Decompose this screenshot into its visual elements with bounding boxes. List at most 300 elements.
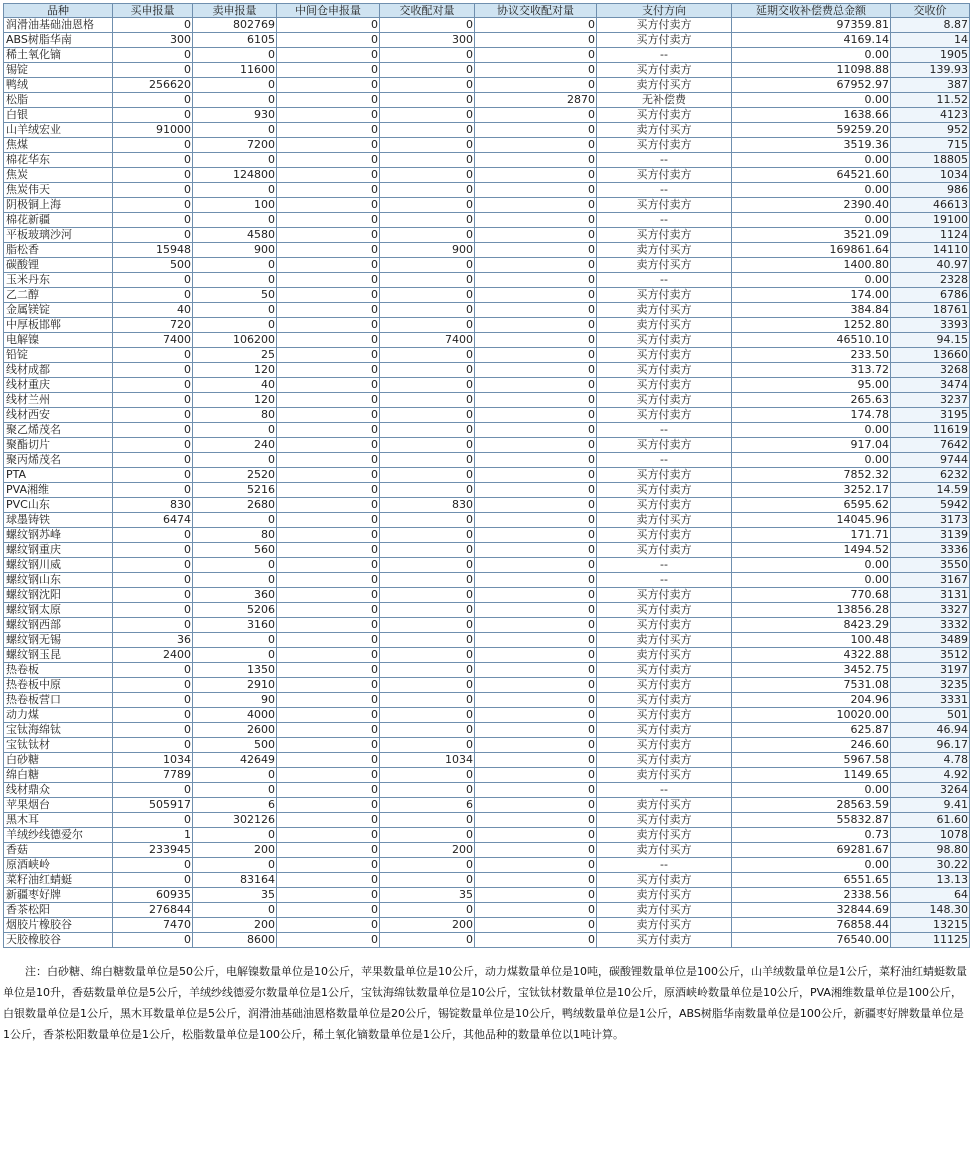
cell-sell-qty: 4000 <box>193 708 277 723</box>
cell-fee-total: 7852.32 <box>732 468 891 483</box>
cell-agreement-qty: 0 <box>475 918 597 933</box>
cell-fee-total: 7531.08 <box>732 678 891 693</box>
cell-pay-direction: 买方付卖方 <box>597 138 732 153</box>
cell-match-qty: 0 <box>380 513 475 528</box>
cell-mid-qty: 0 <box>277 48 380 63</box>
cell-sell-qty: 0 <box>193 573 277 588</box>
cell-agreement-qty: 0 <box>475 48 597 63</box>
cell-sell-qty: 3160 <box>193 618 277 633</box>
cell-pay-direction: 卖方付买方 <box>597 633 732 648</box>
cell-fee-total: 6551.65 <box>732 873 891 888</box>
cell-mid-qty: 0 <box>277 363 380 378</box>
cell-mid-qty: 0 <box>277 888 380 903</box>
cell-agreement-qty: 0 <box>475 888 597 903</box>
cell-buy-qty: 0 <box>113 858 193 873</box>
cell-match-qty: 6 <box>380 798 475 813</box>
cell-pay-direction: 买方付卖方 <box>597 873 732 888</box>
cell-pay-direction: 卖方付买方 <box>597 648 732 663</box>
cell-pay-direction: 无补偿费 <box>597 93 732 108</box>
cell-delivery-price: 1034 <box>891 168 970 183</box>
table-row <box>4 693 970 708</box>
cell-pay-direction: 买方付卖方 <box>597 108 732 123</box>
cell-sell-qty: 1350 <box>193 663 277 678</box>
cell-delivery-price: 40.97 <box>891 258 970 273</box>
cell-pay-direction: -- <box>597 783 732 798</box>
cell-match-qty: 1034 <box>380 753 475 768</box>
cell-buy-qty: 0 <box>113 693 193 708</box>
cell-buy-qty: 0 <box>113 468 193 483</box>
cell-mid-qty: 0 <box>277 423 380 438</box>
cell-buy-qty: 0 <box>113 453 193 468</box>
cell-buy-qty: 0 <box>113 588 193 603</box>
cell-delivery-price: 6786 <box>891 288 970 303</box>
table-row <box>4 678 970 693</box>
cell-sell-qty: 40 <box>193 378 277 393</box>
cell-sell-qty: 2680 <box>193 498 277 513</box>
cell-buy-qty: 0 <box>113 393 193 408</box>
cell-pay-direction: 买方付卖方 <box>597 333 732 348</box>
cell-fee-total: 0.00 <box>732 858 891 873</box>
cell-mid-qty: 0 <box>277 783 380 798</box>
table-row <box>4 933 970 948</box>
table-row <box>4 213 970 228</box>
table-row <box>4 198 970 213</box>
cell-sell-qty: 42649 <box>193 753 277 768</box>
cell-delivery-price: 3167 <box>891 573 970 588</box>
table-row <box>4 543 970 558</box>
cell-pay-direction: 买方付卖方 <box>597 33 732 48</box>
cell-product-name: 聚丙烯茂名 <box>4 453 113 468</box>
cell-match-qty: 0 <box>380 933 475 948</box>
cell-fee-total: 69281.67 <box>732 843 891 858</box>
cell-mid-qty: 0 <box>277 258 380 273</box>
table-row <box>4 468 970 483</box>
table-row <box>4 708 970 723</box>
cell-agreement-qty: 0 <box>475 648 597 663</box>
cell-delivery-price: 2328 <box>891 273 970 288</box>
cell-product-name: 焦炭 <box>4 168 113 183</box>
cell-match-qty: 900 <box>380 243 475 258</box>
cell-mid-qty: 0 <box>277 603 380 618</box>
cell-sell-qty: 6 <box>193 798 277 813</box>
cell-pay-direction: 卖方付买方 <box>597 258 732 273</box>
cell-product-name: 白银 <box>4 108 113 123</box>
cell-match-qty: 0 <box>380 723 475 738</box>
cell-buy-qty: 0 <box>113 483 193 498</box>
cell-match-qty: 0 <box>380 903 475 918</box>
cell-agreement-qty: 0 <box>475 873 597 888</box>
cell-product-name: 热卷板 <box>4 663 113 678</box>
table-row <box>4 453 970 468</box>
cell-match-qty: 0 <box>380 693 475 708</box>
cell-product-name: 香菇 <box>4 843 113 858</box>
cell-agreement-qty: 0 <box>475 843 597 858</box>
cell-match-qty: 0 <box>380 363 475 378</box>
cell-fee-total: 0.00 <box>732 153 891 168</box>
cell-product-name: 白砂糖 <box>4 753 113 768</box>
cell-agreement-qty: 0 <box>475 543 597 558</box>
cell-buy-qty: 0 <box>113 723 193 738</box>
table-row <box>4 663 970 678</box>
cell-fee-total: 1149.65 <box>732 768 891 783</box>
cell-product-name: 中厚板邯郸 <box>4 318 113 333</box>
cell-agreement-qty: 0 <box>475 528 597 543</box>
cell-pay-direction: 卖方付买方 <box>597 78 732 93</box>
cell-buy-qty: 40 <box>113 303 193 318</box>
cell-buy-qty: 233945 <box>113 843 193 858</box>
table-row <box>4 438 970 453</box>
cell-agreement-qty: 0 <box>475 498 597 513</box>
cell-product-name: 宝钛海绵钛 <box>4 723 113 738</box>
cell-sell-qty: 560 <box>193 543 277 558</box>
table-row <box>4 723 970 738</box>
cell-pay-direction: 买方付卖方 <box>597 663 732 678</box>
cell-product-name: 阴极铜上海 <box>4 198 113 213</box>
cell-agreement-qty: 0 <box>475 573 597 588</box>
cell-product-name: 焦煤 <box>4 138 113 153</box>
cell-pay-direction: 卖方付买方 <box>597 513 732 528</box>
cell-match-qty: 0 <box>380 108 475 123</box>
cell-buy-qty: 505917 <box>113 798 193 813</box>
cell-fee-total: 3452.75 <box>732 663 891 678</box>
cell-sell-qty: 0 <box>193 318 277 333</box>
table-row <box>4 648 970 663</box>
cell-pay-direction: 买方付卖方 <box>597 198 732 213</box>
cell-fee-total: 55832.87 <box>732 813 891 828</box>
cell-fee-total: 67952.97 <box>732 78 891 93</box>
cell-agreement-qty: 0 <box>475 858 597 873</box>
cell-product-name: 动力煤 <box>4 708 113 723</box>
cell-product-name: 线材兰州 <box>4 393 113 408</box>
table-row <box>4 768 970 783</box>
cell-buy-qty: 0 <box>113 153 193 168</box>
cell-mid-qty: 0 <box>277 273 380 288</box>
cell-fee-total: 95.00 <box>732 378 891 393</box>
cell-pay-direction: -- <box>597 453 732 468</box>
cell-sell-qty: 302126 <box>193 813 277 828</box>
col-header-pay-direction: 支付方向 <box>597 4 732 18</box>
table-row <box>4 903 970 918</box>
cell-fee-total: 1638.66 <box>732 108 891 123</box>
cell-buy-qty: 0 <box>113 873 193 888</box>
cell-mid-qty: 0 <box>277 753 380 768</box>
cell-product-name: 焦炭伟天 <box>4 183 113 198</box>
cell-match-qty: 0 <box>380 738 475 753</box>
cell-pay-direction: 卖方付买方 <box>597 828 732 843</box>
cell-sell-qty: 90 <box>193 693 277 708</box>
cell-delivery-price: 96.17 <box>891 738 970 753</box>
cell-agreement-qty: 0 <box>475 198 597 213</box>
cell-sell-qty: 0 <box>193 423 277 438</box>
cell-sell-qty: 0 <box>193 903 277 918</box>
cell-mid-qty: 0 <box>277 378 380 393</box>
cell-agreement-qty: 0 <box>475 483 597 498</box>
cell-buy-qty: 0 <box>113 558 193 573</box>
cell-pay-direction: 买方付卖方 <box>597 363 732 378</box>
table-row <box>4 348 970 363</box>
table-row <box>4 183 970 198</box>
cell-product-name: 线材鼎众 <box>4 783 113 798</box>
cell-delivery-price: 148.30 <box>891 903 970 918</box>
cell-match-qty: 0 <box>380 93 475 108</box>
cell-product-name: ABS树脂华南 <box>4 33 113 48</box>
cell-product-name: 棉花新疆 <box>4 213 113 228</box>
cell-sell-qty: 0 <box>193 828 277 843</box>
cell-agreement-qty: 0 <box>475 678 597 693</box>
cell-delivery-price: 7642 <box>891 438 970 453</box>
cell-sell-qty: 106200 <box>193 333 277 348</box>
cell-mid-qty: 0 <box>277 798 380 813</box>
cell-match-qty: 0 <box>380 258 475 273</box>
cell-delivery-price: 14 <box>891 33 970 48</box>
cell-fee-total: 0.00 <box>732 48 891 63</box>
cell-delivery-price: 3331 <box>891 693 970 708</box>
cell-agreement-qty: 0 <box>475 798 597 813</box>
cell-sell-qty: 0 <box>193 453 277 468</box>
cell-pay-direction: 买方付卖方 <box>597 543 732 558</box>
cell-sell-qty: 900 <box>193 243 277 258</box>
cell-agreement-qty: 0 <box>475 513 597 528</box>
cell-mid-qty: 0 <box>277 558 380 573</box>
cell-delivery-price: 139.93 <box>891 63 970 78</box>
cell-delivery-price: 3393 <box>891 318 970 333</box>
cell-agreement-qty: 0 <box>475 78 597 93</box>
cell-match-qty: 0 <box>380 273 475 288</box>
cell-buy-qty: 7789 <box>113 768 193 783</box>
table-row <box>4 498 970 513</box>
cell-pay-direction: 卖方付买方 <box>597 243 732 258</box>
cell-agreement-qty: 0 <box>475 933 597 948</box>
table-row <box>4 858 970 873</box>
cell-mid-qty: 0 <box>277 498 380 513</box>
cell-agreement-qty: 0 <box>475 633 597 648</box>
cell-fee-total: 4322.88 <box>732 648 891 663</box>
cell-match-qty: 0 <box>380 18 475 33</box>
cell-product-name: 棉花华东 <box>4 153 113 168</box>
cell-agreement-qty: 0 <box>475 708 597 723</box>
cell-buy-qty: 0 <box>113 573 193 588</box>
cell-match-qty: 0 <box>380 438 475 453</box>
cell-agreement-qty: 0 <box>475 183 597 198</box>
cell-pay-direction: 买方付卖方 <box>597 738 732 753</box>
cell-match-qty: 0 <box>380 558 475 573</box>
cell-buy-qty: 720 <box>113 318 193 333</box>
cell-fee-total: 384.84 <box>732 303 891 318</box>
cell-match-qty: 7400 <box>380 333 475 348</box>
cell-pay-direction: 买方付卖方 <box>597 753 732 768</box>
cell-delivery-price: 18805 <box>891 153 970 168</box>
cell-fee-total: 770.68 <box>732 588 891 603</box>
cell-pay-direction: 买方付卖方 <box>597 408 732 423</box>
table-row <box>4 798 970 813</box>
table-row <box>4 303 970 318</box>
cell-match-qty: 0 <box>380 228 475 243</box>
table-row <box>4 603 970 618</box>
cell-sell-qty: 80 <box>193 408 277 423</box>
table-row <box>4 558 970 573</box>
table-row <box>4 18 970 33</box>
cell-sell-qty: 83164 <box>193 873 277 888</box>
cell-product-name: 聚酯切片 <box>4 438 113 453</box>
cell-fee-total: 174.78 <box>732 408 891 423</box>
table-row <box>4 168 970 183</box>
cell-fee-total: 0.73 <box>732 828 891 843</box>
cell-product-name: 绵白糖 <box>4 768 113 783</box>
cell-product-name: 烟胶片橡胶谷 <box>4 918 113 933</box>
cell-pay-direction: 买方付卖方 <box>597 528 732 543</box>
cell-fee-total: 13856.28 <box>732 603 891 618</box>
cell-agreement-qty: 0 <box>475 903 597 918</box>
cell-pay-direction: -- <box>597 558 732 573</box>
cell-pay-direction: 买方付卖方 <box>597 228 732 243</box>
cell-sell-qty: 0 <box>193 78 277 93</box>
col-header-match-qty: 交收配对量 <box>380 4 475 18</box>
cell-product-name: 热卷板营口 <box>4 693 113 708</box>
cell-delivery-price: 1078 <box>891 828 970 843</box>
cell-pay-direction: 卖方付买方 <box>597 318 732 333</box>
cell-mid-qty: 0 <box>277 828 380 843</box>
table-row <box>4 108 970 123</box>
cell-pay-direction: 卖方付买方 <box>597 123 732 138</box>
cell-fee-total: 28563.59 <box>732 798 891 813</box>
cell-buy-qty: 0 <box>113 168 193 183</box>
cell-sell-qty: 80 <box>193 528 277 543</box>
cell-product-name: 脂松香 <box>4 243 113 258</box>
cell-product-name: 黑木耳 <box>4 813 113 828</box>
cell-match-qty: 0 <box>380 618 475 633</box>
cell-delivery-price: 14110 <box>891 243 970 258</box>
cell-pay-direction: -- <box>597 48 732 63</box>
cell-match-qty: 0 <box>380 168 475 183</box>
cell-delivery-price: 3489 <box>891 633 970 648</box>
cell-sell-qty: 0 <box>193 633 277 648</box>
cell-sell-qty: 0 <box>193 858 277 873</box>
table-row <box>4 573 970 588</box>
cell-agreement-qty: 0 <box>475 753 597 768</box>
cell-match-qty: 300 <box>380 33 475 48</box>
cell-buy-qty: 0 <box>113 423 193 438</box>
col-header-delivery-price: 交收价 <box>891 4 970 18</box>
cell-match-qty: 35 <box>380 888 475 903</box>
cell-pay-direction: -- <box>597 423 732 438</box>
cell-sell-qty: 500 <box>193 738 277 753</box>
cell-mid-qty: 0 <box>277 813 380 828</box>
table-row <box>4 753 970 768</box>
cell-mid-qty: 0 <box>277 708 380 723</box>
cell-sell-qty: 6105 <box>193 33 277 48</box>
cell-mid-qty: 0 <box>277 63 380 78</box>
cell-pay-direction: 卖方付买方 <box>597 798 732 813</box>
cell-agreement-qty: 0 <box>475 423 597 438</box>
cell-product-name: 宝钛钛材 <box>4 738 113 753</box>
cell-match-qty: 200 <box>380 843 475 858</box>
cell-agreement-qty: 0 <box>475 63 597 78</box>
table-row <box>4 828 970 843</box>
cell-mid-qty: 0 <box>277 768 380 783</box>
cell-delivery-price: 46613 <box>891 198 970 213</box>
cell-match-qty: 830 <box>380 498 475 513</box>
cell-pay-direction: 买方付卖方 <box>597 618 732 633</box>
cell-pay-direction: 买方付卖方 <box>597 168 732 183</box>
cell-fee-total: 3519.36 <box>732 138 891 153</box>
cell-agreement-qty: 0 <box>475 33 597 48</box>
cell-match-qty: 0 <box>380 528 475 543</box>
cell-product-name: 山羊绒宏业 <box>4 123 113 138</box>
cell-match-qty: 0 <box>380 78 475 93</box>
cell-buy-qty: 276844 <box>113 903 193 918</box>
cell-fee-total: 246.60 <box>732 738 891 753</box>
cell-pay-direction: -- <box>597 273 732 288</box>
cell-fee-total: 1252.80 <box>732 318 891 333</box>
cell-product-name: 鸭绒 <box>4 78 113 93</box>
cell-sell-qty: 0 <box>193 783 277 798</box>
cell-fee-total: 204.96 <box>732 693 891 708</box>
cell-delivery-price: 64 <box>891 888 970 903</box>
cell-fee-total: 1400.80 <box>732 258 891 273</box>
cell-fee-total: 0.00 <box>732 273 891 288</box>
cell-fee-total: 171.71 <box>732 528 891 543</box>
cell-product-name: 线材西安 <box>4 408 113 423</box>
cell-delivery-price: 3512 <box>891 648 970 663</box>
cell-sell-qty: 5216 <box>193 483 277 498</box>
cell-fee-total: 0.00 <box>732 558 891 573</box>
cell-buy-qty: 0 <box>113 678 193 693</box>
cell-buy-qty: 1 <box>113 828 193 843</box>
cell-mid-qty: 0 <box>277 693 380 708</box>
cell-product-name: 菜籽油红蜻蜓 <box>4 873 113 888</box>
cell-fee-total: 0.00 <box>732 423 891 438</box>
cell-buy-qty: 0 <box>113 18 193 33</box>
cell-product-name: 天胶橡胶谷 <box>4 933 113 948</box>
cell-buy-qty: 15948 <box>113 243 193 258</box>
table-row <box>4 288 970 303</box>
cell-mid-qty: 0 <box>277 168 380 183</box>
cell-buy-qty: 0 <box>113 438 193 453</box>
cell-sell-qty: 0 <box>193 48 277 63</box>
cell-agreement-qty: 0 <box>475 348 597 363</box>
cell-match-qty: 0 <box>380 138 475 153</box>
cell-buy-qty: 91000 <box>113 123 193 138</box>
cell-pay-direction: -- <box>597 573 732 588</box>
cell-fee-total: 14045.96 <box>732 513 891 528</box>
cell-pay-direction: 买方付卖方 <box>597 588 732 603</box>
cell-delivery-price: 3173 <box>891 513 970 528</box>
cell-buy-qty: 0 <box>113 663 193 678</box>
cell-product-name: PVA湘维 <box>4 483 113 498</box>
table-row <box>4 843 970 858</box>
cell-delivery-price: 18761 <box>891 303 970 318</box>
table-row <box>4 873 970 888</box>
cell-product-name: 玉米丹东 <box>4 273 113 288</box>
cell-product-name: 螺纹钢川威 <box>4 558 113 573</box>
cell-buy-qty: 0 <box>113 108 193 123</box>
cell-delivery-price: 4.92 <box>891 768 970 783</box>
cell-buy-qty: 0 <box>113 93 193 108</box>
cell-buy-qty: 0 <box>113 603 193 618</box>
cell-sell-qty: 0 <box>193 183 277 198</box>
cell-fee-total: 174.00 <box>732 288 891 303</box>
cell-product-name: 螺纹钢苏峰 <box>4 528 113 543</box>
cell-delivery-price: 3139 <box>891 528 970 543</box>
cell-fee-total: 0.00 <box>732 573 891 588</box>
cell-fee-total: 3521.09 <box>732 228 891 243</box>
cell-pay-direction: 卖方付买方 <box>597 303 732 318</box>
cell-mid-qty: 0 <box>277 198 380 213</box>
cell-sell-qty: 930 <box>193 108 277 123</box>
cell-sell-qty: 120 <box>193 393 277 408</box>
cell-mid-qty: 0 <box>277 723 380 738</box>
table-row <box>4 318 970 333</box>
